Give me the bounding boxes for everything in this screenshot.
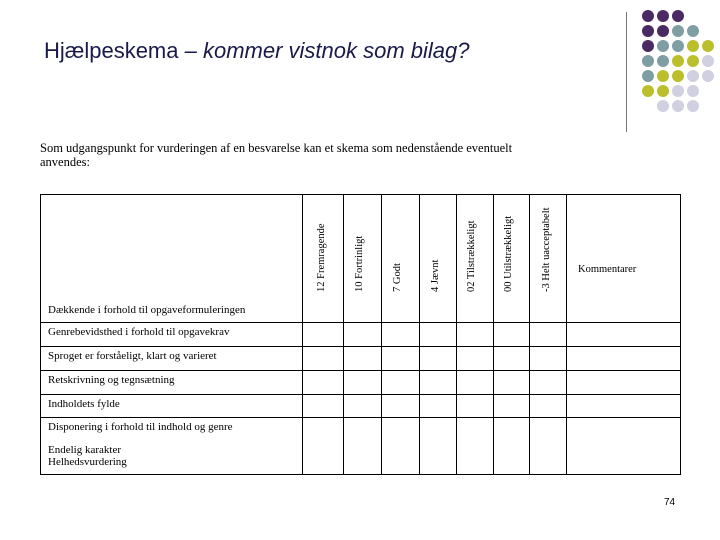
decorative-dot [687, 55, 699, 67]
decorative-dot [672, 55, 684, 67]
table-vline [566, 194, 567, 475]
page-title [44, 38, 470, 64]
comments-column-header: Kommentarer [578, 264, 637, 275]
table-hline [40, 346, 680, 347]
title-main: Hjælpeskema [44, 38, 179, 63]
criterion-label: Disponering i forhold til indhold og genre [48, 421, 233, 433]
decorative-dot [702, 40, 714, 52]
table-vline [456, 194, 457, 475]
page-number: 74 [664, 497, 676, 508]
decorative-dot [687, 25, 699, 37]
decorative-dot [672, 10, 684, 22]
grade-column-header: 02 Tilstrækkeligt [466, 220, 477, 292]
intro-line: Som udgangspunkt for vurderingen af en besvarelse kan et skema som nedenstående eventuelt [40, 141, 513, 155]
decorative-dot [642, 70, 654, 82]
decorative-dot [687, 85, 699, 97]
criterion-label: Dækkende i forhold til opgaveformuleringen [48, 304, 246, 316]
title-divider [626, 12, 627, 132]
decorative-dot-grid [638, 10, 720, 120]
decorative-dot [657, 100, 669, 112]
table-hline [40, 322, 680, 323]
criterion-label: Genrebevidsthed i forhold til opgavekrav [48, 326, 230, 338]
criterion-label: Indholdets fylde [48, 398, 120, 410]
decorative-dot [642, 10, 654, 22]
decorative-dot [642, 55, 654, 67]
decorative-dot [672, 25, 684, 37]
table-vline [419, 194, 420, 475]
decorative-dot [687, 70, 699, 82]
decorative-dot [657, 55, 669, 67]
intro-line: anvendes: [40, 155, 90, 169]
table-vline [302, 194, 303, 475]
decorative-dot [672, 40, 684, 52]
table-hline [40, 370, 680, 371]
grade-column-header: 7 Godt [392, 263, 403, 292]
intro-text [40, 141, 640, 169]
criterion-label: Retskrivning og tegnsætning [48, 374, 175, 386]
criterion-label: Helhedsvurdering [48, 456, 127, 468]
decorative-dot [672, 85, 684, 97]
decorative-dot [687, 40, 699, 52]
decorative-dot [702, 70, 714, 82]
grade-column-header: 12 Fremragende [316, 223, 327, 292]
decorative-dot [657, 10, 669, 22]
criterion-label: Endelig karakter [48, 444, 121, 456]
grade-column-header: -3 Helt uacceptabelt [541, 207, 552, 292]
table-hline [40, 394, 680, 395]
title-subtitle: – kommer vistnok som bilag? [178, 38, 470, 63]
grade-column-header: 10 Fortrinligt [354, 235, 365, 292]
decorative-dot [657, 70, 669, 82]
decorative-dot [657, 40, 669, 52]
decorative-dot [687, 100, 699, 112]
criterion-label: Sproget er forståeligt, klart og varieret [48, 350, 217, 362]
decorative-dot [642, 40, 654, 52]
decorative-dot [702, 55, 714, 67]
table-hline [40, 417, 680, 418]
decorative-dot [657, 25, 669, 37]
decorative-dot [642, 85, 654, 97]
grade-column-header: 00 Utilstrækkeligt [503, 215, 514, 292]
table-vline [529, 194, 530, 475]
table-vline [343, 194, 344, 475]
decorative-dot [672, 100, 684, 112]
grade-column-header: 4 Jævnt [430, 259, 441, 292]
decorative-dot [672, 70, 684, 82]
decorative-dot [642, 25, 654, 37]
decorative-dot [657, 85, 669, 97]
table-vline [381, 194, 382, 475]
table-vline [493, 194, 494, 475]
